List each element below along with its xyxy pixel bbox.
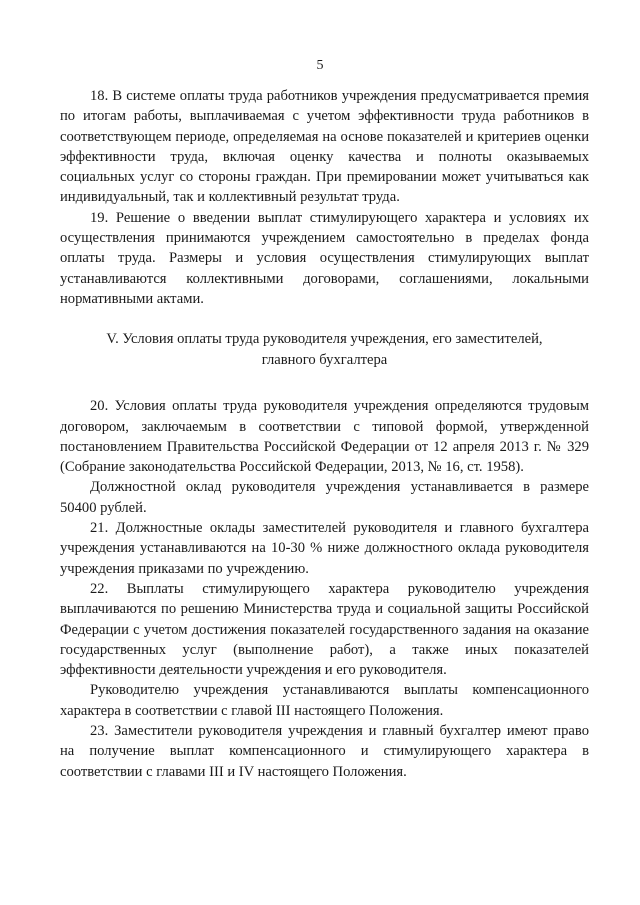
paragraph-20: 20. Условия оплаты труда руководителя учреждения определяются трудовым договором, заключаемым в соответствии с типовой формой, утвержденной постановлением Правительства Российской Федерации от 12 апреля 2013 г. № 329 (Собрание законодательства Российской Федерации, 2013, № 16, ст. 1958). xyxy=(60,398,589,476)
paragraph-18: 18. В системе оплаты труда работников учреждения предусматривается премия по итогам работы, выплачиваемая с учетом эффективности труда работников в соответствующем периоде, определяемая на основе показателей и критериев оценки эффективности труда, включая оценку качества и полноты оказываемых социальных услуг со стороны граждан. При премировании может учитываться как индивидуальный, так и коллективный результат труда. xyxy=(60,88,589,206)
page-number: 5 xyxy=(316,58,324,73)
paragraph-23: 23. Заместители руководителя учреждения и главный бухгалтер имеют право на получение выплат компенсационного и стимулирующего характера в соответствии с главами III и IV настоящего Положения. xyxy=(60,723,589,780)
section-title-line-2: главного бухгалтера xyxy=(261,351,388,368)
paragraph-director-compensation: Руководителю учреждения устанавливаются выплаты компенсационного характера в соответствии с главой III настоящего Положения. xyxy=(60,682,589,719)
paragraph-director-salary: Должностной оклад руководителя учреждения устанавливается в размере 50400 рублей. xyxy=(60,479,589,516)
paragraph-21: 21. Должностные оклады заместителей руководителя и главного бухгалтера учреждения устанавливаются на 10-30 % ниже должностного оклада руководителя учреждения приказами по учреждению. xyxy=(60,520,589,577)
paragraph-22: 22. Выплаты стимулирующего характера руководителю учреждения выплачиваются по решению Министерства труда и социальной защиты Российской Федерации с учетом достижения показателей государственного задания на оказание государственных услуг (выполнение работ), а также иных показателей эффективности деятельности учреждения и его руководителя. xyxy=(60,580,589,679)
paragraph-19: 19. Решение о введении выплат стимулирующего характера и условиях их осуществления принимаются учреждением самостоятельно в пределах фонда оплаты труда. Размеры и условия осуществления стимулирующих выплат устанавливаются коллективными договорами, соглашениями, локальными нормативными актами. xyxy=(60,209,589,307)
document-body xyxy=(60,86,589,782)
section-title xyxy=(60,329,589,370)
section-title-line-1: V. Условия оплаты труда руководителя учреждения, его заместителей, xyxy=(106,331,543,348)
